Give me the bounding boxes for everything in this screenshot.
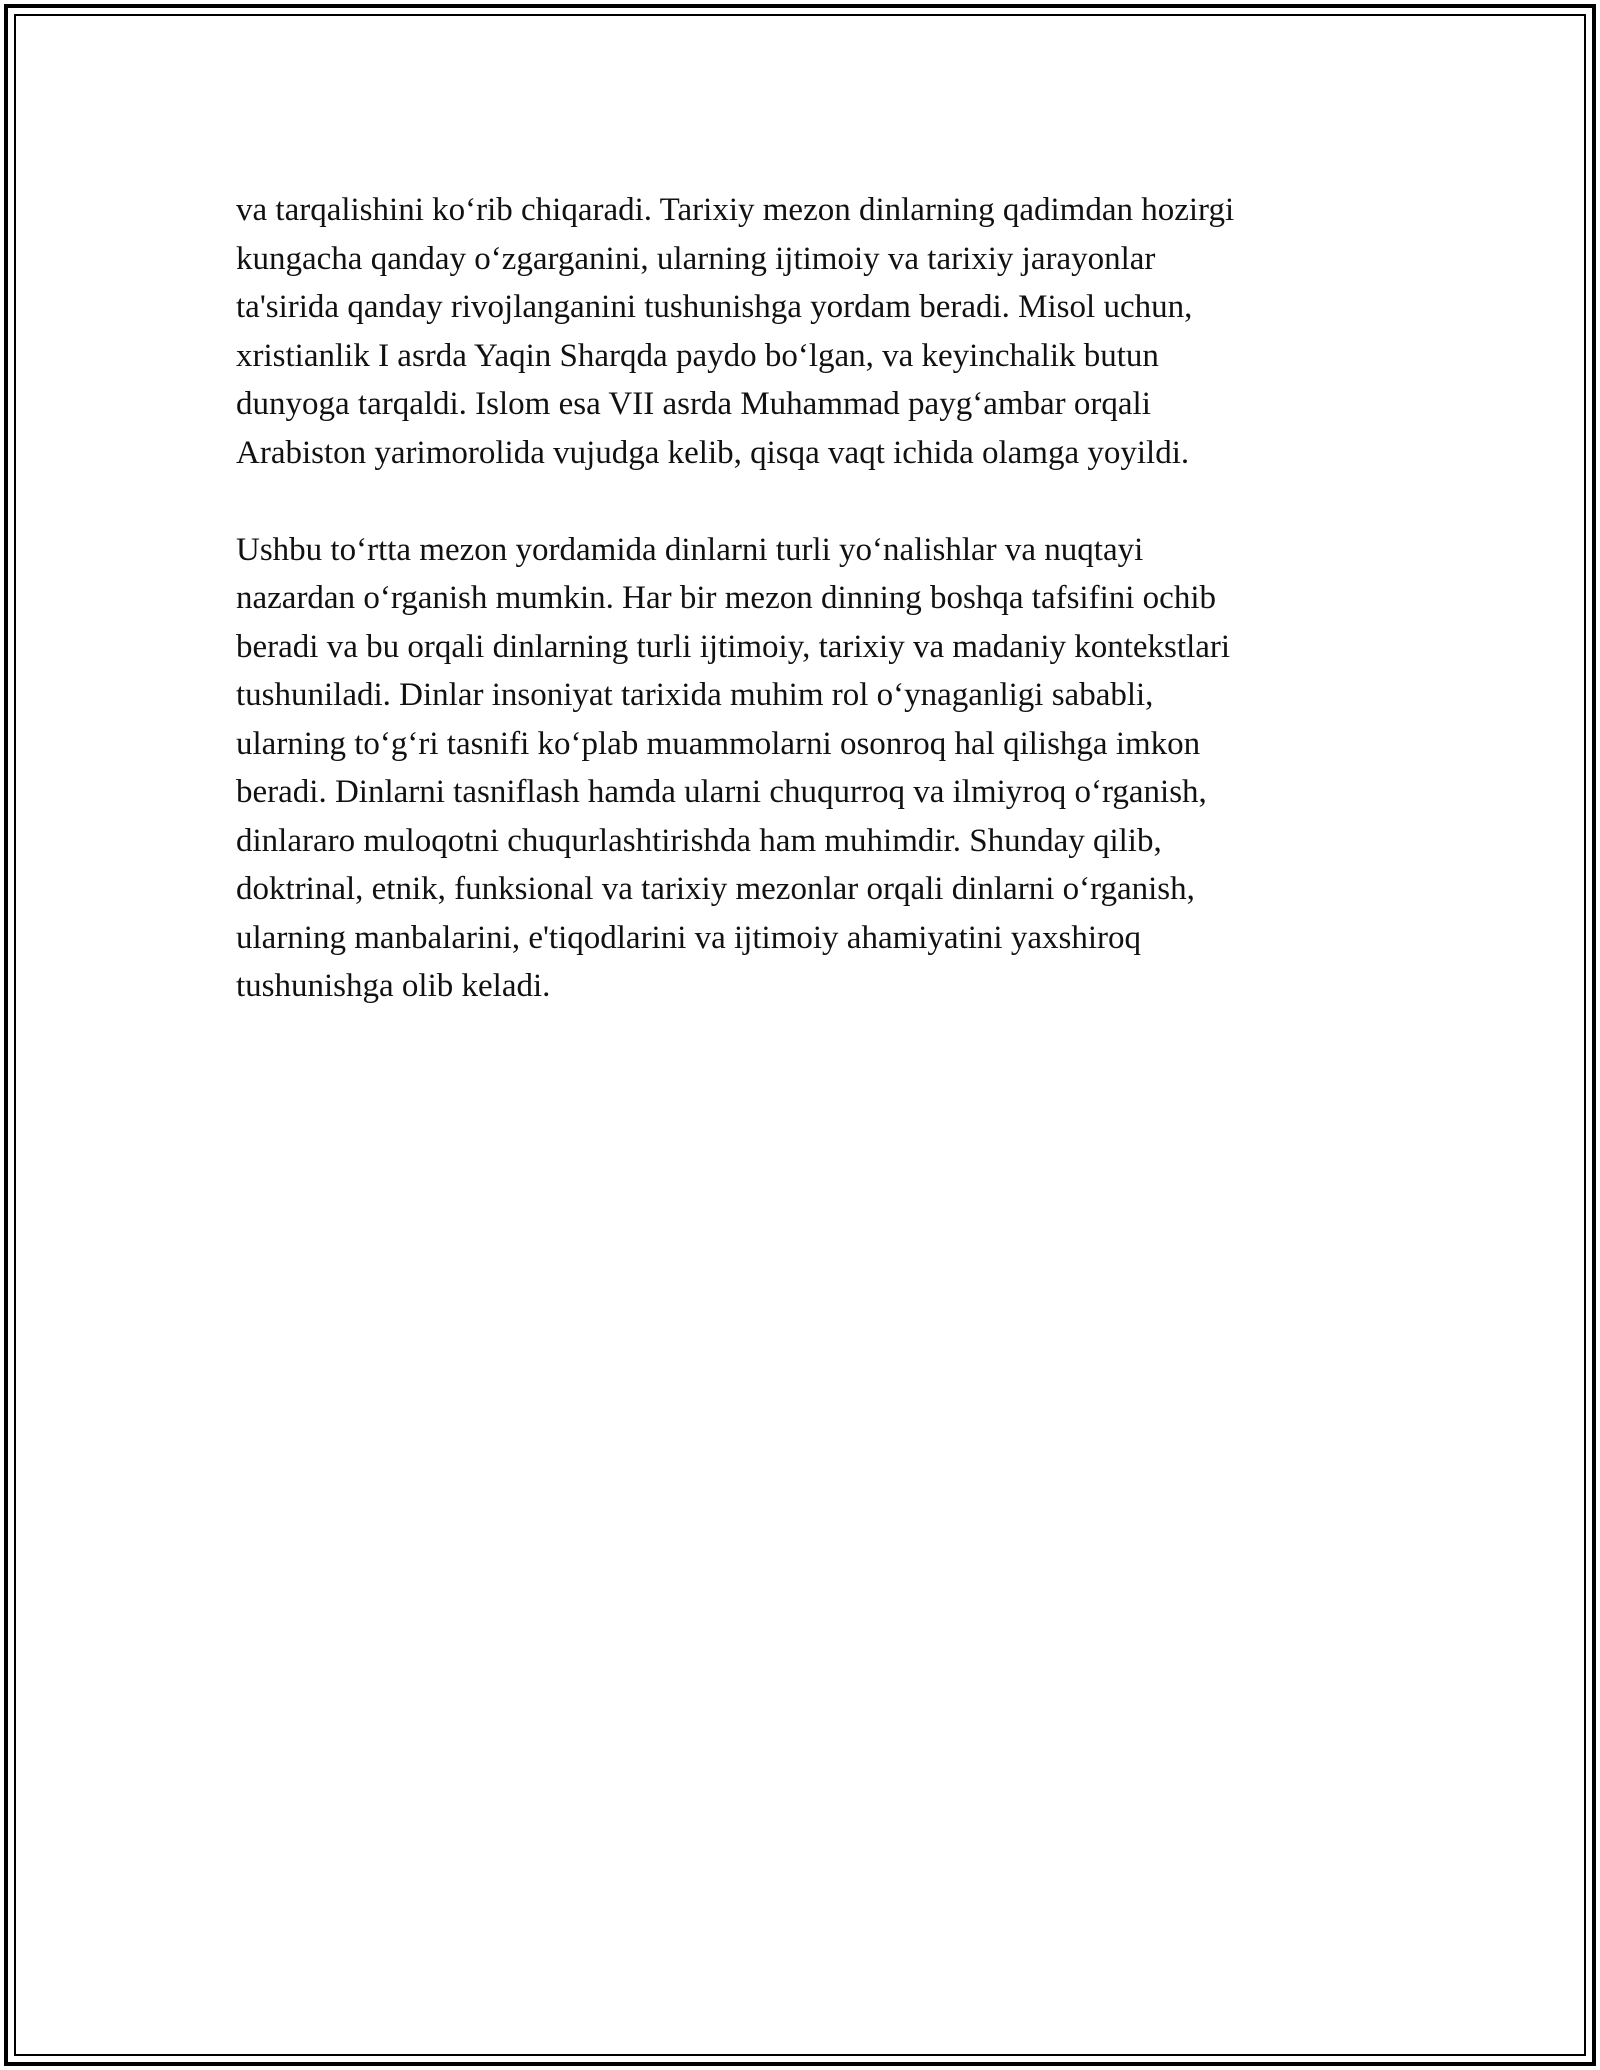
text-line: Ushbu to‘rtta mezon yordamida dinlarni turli yo‘nalishlar va nuqtayi	[236, 531, 1144, 568]
text-line: nazardan o‘rganish mumkin. Har bir mezon dinning boshqa tafsifini ochib	[236, 580, 1216, 616]
text-line: ularning to‘g‘ri tasnifi ko‘plab muammolarni osonroq hal qilishga imkon	[236, 725, 1201, 762]
text-line: ta'sirida qanday rivojlanganini tushunishga yordam beradi. Misol uchun,	[236, 289, 1193, 325]
text-line: doktrinal, etnik, funksional va tarixiy mezonlar orqali dinlarni o‘rganish,	[236, 871, 1195, 907]
paragraph-2	[236, 526, 1366, 1011]
text-line: xristianlik I asrda Yaqin Sharqda paydo bo‘lgan, va keyinchalik butun	[236, 337, 1159, 374]
text-line: beradi. Dinlarni tasniflash hamda ularni chuqurroq va ilmiyroq o‘rganish,	[236, 774, 1207, 810]
paragraph-spacer	[236, 477, 1366, 526]
text-line: tushunishga olib keladi.	[236, 968, 551, 1004]
paragraph-1	[236, 186, 1366, 477]
text-line: va tarqalishini ko‘rib chiqaradi. Tarixiy mezon dinlarning qadimdan hozirgi	[236, 192, 1235, 228]
text-line: Arabiston yarimorolida vujudga kelib, qisqa vaqt ichida olamga yoyildi.	[236, 434, 1190, 471]
text-line: kungacha qanday o‘zgarganini, ularning ijtimoiy va tarixiy jarayonlar	[236, 240, 1156, 277]
document-body	[236, 186, 1366, 1011]
text-line: beradi va bu orqali dinlarning turli ijtimoiy, tarixiy va madaniy kontekstlari	[236, 628, 1231, 665]
text-line: dunyoga tarqaldi. Islom esa VII asrda Muhammad payg‘ambar orqali	[236, 386, 1151, 422]
text-line: ularning manbalarini, e'tiqodlarini va ijtimoiy ahamiyatini yaxshiroq	[236, 919, 1141, 956]
text-line: tushuniladi. Dinlar insoniyat tarixida muhim rol o‘ynaganligi sababli,	[236, 677, 1154, 713]
text-line: dinlararo muloqotni chuqurlashtirishda ham muhimdir. Shunday qilib,	[236, 822, 1162, 859]
